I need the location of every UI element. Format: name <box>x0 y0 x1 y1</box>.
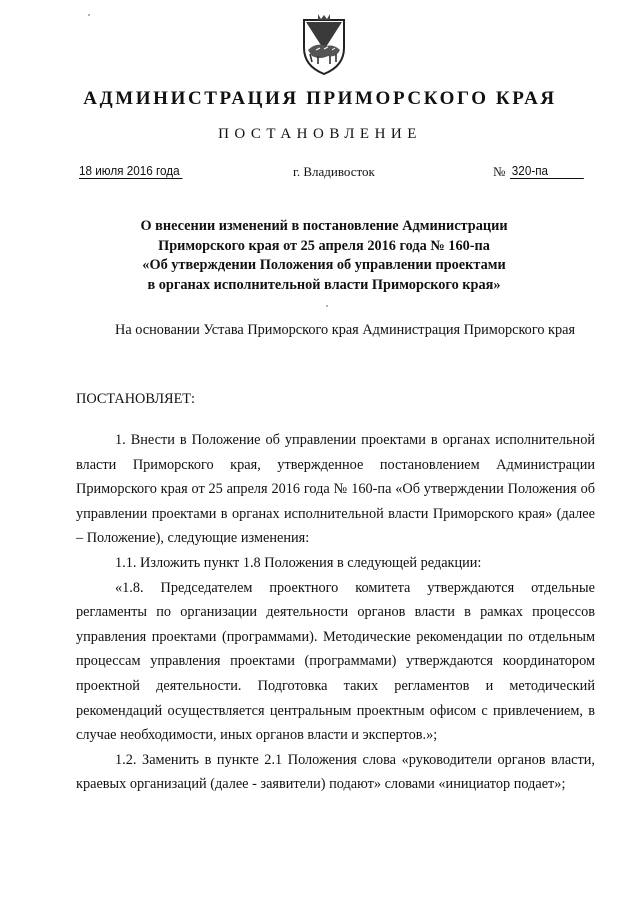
basis-paragraph <box>76 318 595 343</box>
document-date: 18 июля 2016 года <box>79 163 183 179</box>
title-line-3: «Об утверждении Положения об управлении проектами <box>142 257 506 273</box>
paragraph-1: 1. Внести в Положение об управлении проектами в органах исполнительной власти Приморского края, утвержденное постановлением Администрации Приморского края от 25 апреля 2016 года № 160-па «Об утверждении Положения об управлении проектами в органах исполнительной власти Приморского края» (далее – Положение), следующие изменения: <box>76 432 595 547</box>
scan-speck <box>326 305 328 307</box>
coat-of-arms-icon <box>298 14 350 78</box>
paragraph-1-1: 1.1. Изложить пункт 1.8 Положения в следующей редакции: <box>115 554 482 571</box>
title-line-2: Приморского края от 25 апреля 2016 года № 160-па <box>158 237 490 254</box>
document-type: ПОСТАНОВЛЕНИЕ <box>218 126 422 142</box>
title-line-4: в органах исполнительной власти Приморского края» <box>147 276 501 293</box>
resolves-heading: ПОСТАНОВЛЯЕТ: <box>76 391 196 407</box>
document-number-label: № <box>493 164 506 179</box>
title-line-1: О внесении изменений в постановление Администрации <box>140 218 508 234</box>
document-city: г. Владивосток <box>293 164 375 179</box>
paragraph-1-2: 1.2. Заменить в пункте 2.1 Положения слова «руководители органов власти, краевых организаций (далее - заявители) подают» словами «инициатор подает»; <box>76 751 595 793</box>
document-number: 320-па <box>510 163 584 179</box>
document-title <box>96 217 552 295</box>
paragraph-1-8-quote: «1.8. Председателем проектного комитета утверждаются отдельные регламенты по организации деятельности органов власти в рамках процессов управления проектами (программами). Методические рекомендации по отдельным процессам управления проектами (программами) утверждаются координатором проектной деятельности. Подготовка таких регламентов и методический рекомендаций осуществляется центральным проектным офисом с привлечением, в случае необходимости, иных органов власти и экспертов.»; <box>76 579 595 744</box>
organization-name: АДМИНИСТРАЦИЯ ПРИМОРСКОГО КРАЯ <box>83 88 557 109</box>
basis-text: На основании Устава Приморского края Администрация Приморского края <box>115 322 576 338</box>
scan-speck <box>88 14 90 16</box>
main-body <box>76 428 595 797</box>
